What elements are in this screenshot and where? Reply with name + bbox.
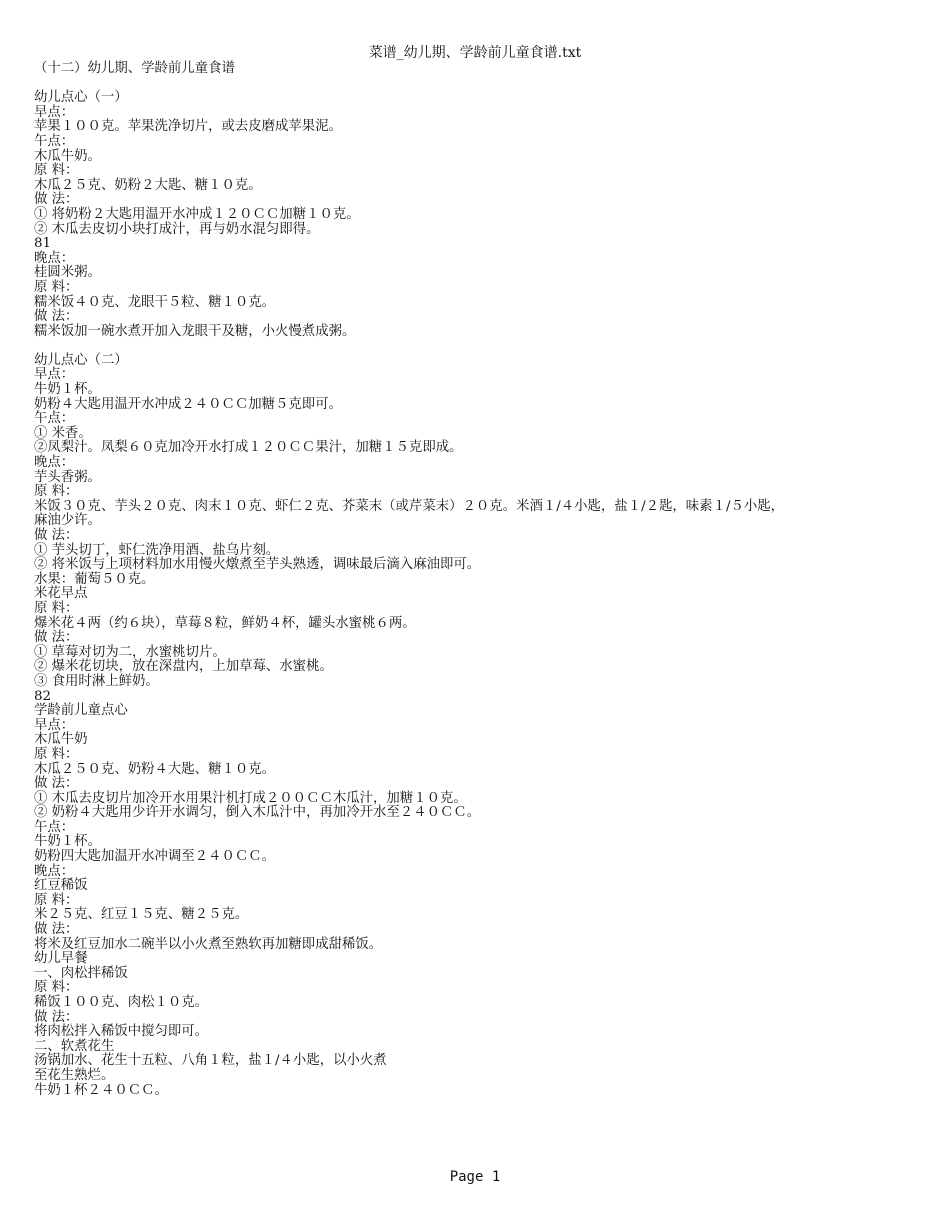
text-line: 早点： bbox=[34, 717, 75, 733]
text-line: 做 法： bbox=[34, 630, 79, 646]
text-line: 二、软煮花生 bbox=[34, 1038, 115, 1054]
text-line: 牛奶１杯。 bbox=[34, 382, 101, 398]
text-line: ② 将米饭与上项材料加水用慢火燉煮至芋头熟透，调味最后滴入麻油即可。 bbox=[34, 557, 481, 573]
text-line: ① 草莓对切为二，水蜜桃切片。 bbox=[34, 644, 226, 660]
text-line: 做 法： bbox=[34, 1009, 79, 1025]
text-line: 午点： bbox=[34, 411, 75, 427]
text-line: 糯米饭４０克、龙眼干５粒、糖１０克。 bbox=[34, 294, 276, 310]
text-line: 幼儿点心（一） bbox=[34, 90, 128, 106]
text-line: 稀饭１００克、肉松１０克。 bbox=[34, 995, 209, 1010]
text-line: 原 料： bbox=[34, 892, 79, 908]
text-line: ② 爆米花切块，放在深盘内，上加草莓、水蜜桃。 bbox=[34, 659, 333, 675]
blank-line bbox=[34, 339, 930, 354]
text-line: 水果：葡萄５０克。 bbox=[34, 571, 155, 587]
blank-line bbox=[34, 77, 930, 92]
text-line: 81 bbox=[34, 236, 52, 252]
text-line: 早点： bbox=[34, 104, 75, 120]
text-line: 原 料： bbox=[34, 746, 79, 762]
text-line: ③ 食用时淋上鲜奶。 bbox=[34, 673, 159, 689]
text-line: 原 料： bbox=[34, 600, 79, 616]
document-body bbox=[34, 62, 930, 1098]
text-line: ① 芋头切丁，虾仁洗净用酒、盐乌片刻。 bbox=[34, 542, 280, 558]
text-line: 苹果１００克。苹果洗净切片，或去皮磨成苹果泥。 bbox=[34, 119, 342, 135]
text-line: 米２５克、红豆１５克、糖２５克。 bbox=[34, 907, 249, 923]
text-line: ① 木瓜去皮切片加冷开水用果汁机打成２００ＣＣ木瓜汁，加糖１０克。 bbox=[34, 790, 467, 806]
text-line: （十二）幼儿期、学龄前儿童食谱 bbox=[34, 61, 235, 76]
text-line: 汤锅加水、花生十五粒、八角１粒，盐１/４小匙，以小火煮 bbox=[34, 1053, 387, 1069]
text-line: ②凤梨汁。凤梨６０克加冷开水打成１２０ＣＣ果汁，加糖１５克即成。 bbox=[34, 440, 463, 456]
text-line: 幼儿早餐 bbox=[34, 951, 88, 967]
text-line: 桂圆米粥。 bbox=[34, 265, 101, 281]
text-line: 奶粉四大匙加温开水冲调至２４０ＣＣ。 bbox=[34, 849, 276, 865]
text-line: 木瓜２５０克、奶粉４大匙、糖１０克。 bbox=[34, 761, 276, 777]
text-line: 原 料： bbox=[34, 484, 79, 500]
text-line: 做 法： bbox=[34, 776, 79, 792]
text-line: 早点： bbox=[34, 367, 75, 383]
page-number-footer: Page 1 bbox=[449, 1169, 501, 1185]
text-line: 午点： bbox=[34, 133, 75, 149]
text-line: 做 法： bbox=[34, 528, 79, 543]
text-line: 原 料： bbox=[34, 279, 79, 295]
text-line: 午点： bbox=[34, 819, 75, 835]
text-line: 原 料： bbox=[34, 163, 79, 179]
text-line: 做 法： bbox=[34, 192, 79, 208]
document-filename-header: 菜谱_幼儿期、学龄前儿童食谱.txt bbox=[368, 45, 582, 61]
text-line: 爆米花４两（约６块），草莓８粒，鲜奶４杯，罐头水蜜桃６两。 bbox=[34, 615, 416, 631]
text-line: 木瓜牛奶。 bbox=[34, 148, 101, 164]
text-line: 晚点： bbox=[34, 863, 75, 879]
text-line: 木瓜２５克、奶粉２大匙、糖１０克。 bbox=[34, 177, 262, 193]
text-line: 米饭３０克、芋头２０克、肉末１０克、虾仁２克、芥菜末（或芹菜末）２０克。米酒１/４小匙，盐１/２匙，味素１/５小匙， bbox=[34, 498, 785, 514]
text-line: 82 bbox=[34, 688, 52, 704]
text-line: 米花早点 bbox=[34, 586, 88, 602]
text-line: ② 木瓜去皮切小块打成汁，再与奶水混匀即得。 bbox=[34, 221, 320, 237]
text-line: 红豆稀饭 bbox=[34, 878, 88, 894]
text-line: 将米及红豆加水二碗半以小火煮至熟软再加糖即成甜稀饭。 bbox=[34, 936, 383, 952]
text-line: 幼儿点心（二） bbox=[34, 352, 128, 368]
text-line: 做 法： bbox=[34, 309, 79, 325]
text-line: 芋头香粥。 bbox=[34, 469, 101, 485]
text-line: 晚点： bbox=[34, 250, 75, 266]
text-line: ① 将奶粉２大匙用温开水冲成１２０ＣＣ加糖１０克。 bbox=[34, 206, 360, 222]
text-line: 糯米饭加一碗水煮开加入龙眼干及糖，小火慢煮成粥。 bbox=[34, 323, 356, 339]
text-line: 一、肉松拌稀饭 bbox=[34, 965, 128, 981]
text-line: 麻油少许。 bbox=[34, 513, 101, 529]
text-line: 晚点： bbox=[34, 455, 75, 471]
text-line: ② 奶粉４大匙用少许开水调匀，倒入木瓜汁中，再加冷开水至２４０ＣＣ。 bbox=[34, 805, 481, 821]
text-line: 牛奶１杯２４０ＣＣ。 bbox=[34, 1082, 168, 1098]
text-line: 木瓜牛奶 bbox=[34, 732, 88, 748]
text-line: 学龄前儿童点心 bbox=[34, 703, 128, 719]
text-line: 至花生熟烂。 bbox=[34, 1067, 115, 1083]
text-line: ① 米香。 bbox=[34, 425, 92, 441]
text-line: 奶粉４大匙用温开水冲成２４０ＣＣ加糖５克即可。 bbox=[34, 396, 342, 412]
text-line: 原 料： bbox=[34, 980, 79, 996]
text-line: 牛奶１杯。 bbox=[34, 834, 101, 850]
text-line: 做 法： bbox=[34, 922, 79, 938]
text-line: 将肉松拌入稀饭中搅匀即可。 bbox=[34, 1024, 209, 1040]
